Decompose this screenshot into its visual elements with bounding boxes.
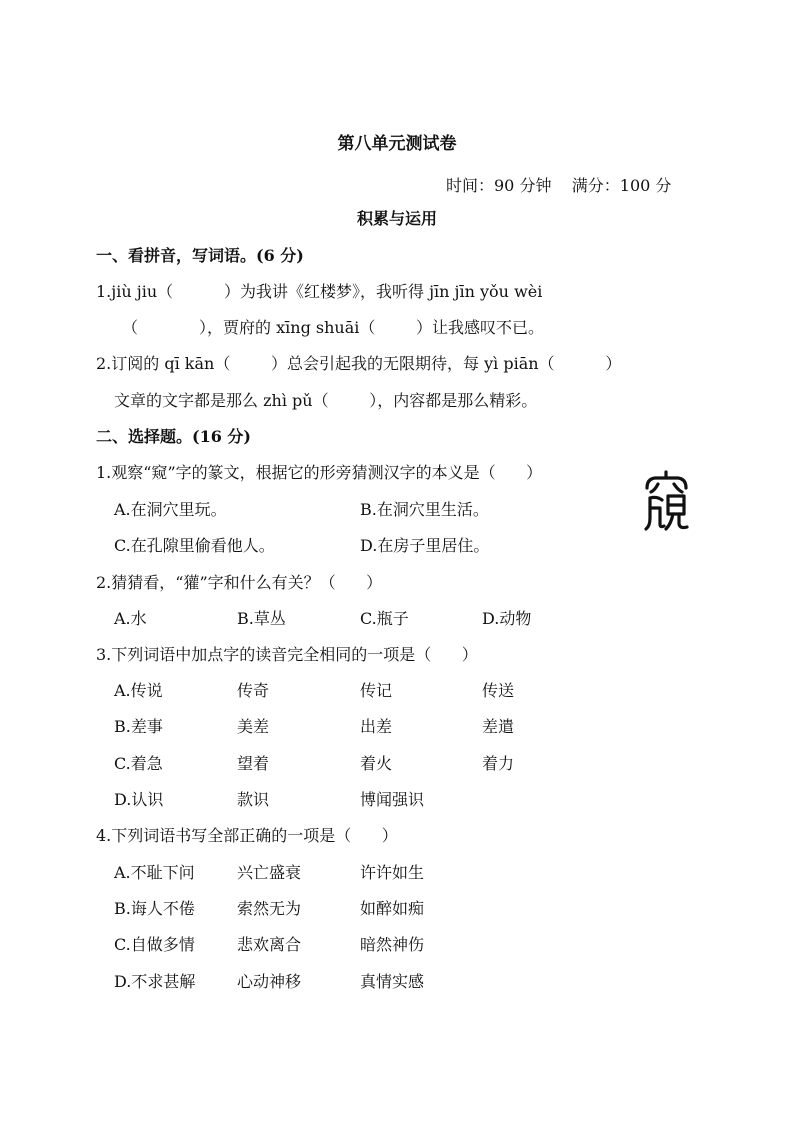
q3-stem: 3.下列词语中加点字的读音完全相同的一项是（ ）: [96, 645, 478, 664]
q2-option-d: D.动物: [482, 609, 532, 628]
q1-option-a: A.在洞穴里玩。: [114, 500, 227, 519]
q1-option-d: D.在房子里居住。: [360, 536, 490, 555]
q1-option-c: C.在孔隙里偷看他人。: [114, 536, 275, 555]
q3-a-3: 传记: [360, 681, 393, 700]
part1-q1-line1: 1.jiù jiu（ ）为我讲《红楼梦》，我听得 jīn jīn yǒu wèi: [96, 282, 543, 301]
q2-option-a: A.水: [114, 609, 147, 628]
exam-meta: 时间：90 分钟 满分：100 分: [446, 176, 672, 195]
part1-heading: 一、看拼音，写词语。(6 分): [96, 246, 304, 265]
q3-b-1: B.差事: [114, 717, 163, 736]
q3-b-3: 出差: [360, 717, 393, 736]
q4-d-3: 真情实感: [360, 972, 425, 991]
section-heading: 积累与运用: [356, 209, 437, 228]
q4-d-1: D.不求甚解: [114, 972, 196, 991]
title: 第八单元测试卷: [337, 134, 457, 154]
q4-b-3: 如醉如痴: [360, 899, 425, 918]
q3-b-2: 美差: [237, 717, 270, 736]
q3-a-1: A.传说: [114, 681, 163, 700]
q3-a-2: 传奇: [237, 681, 270, 700]
q3-b-4: 差遣: [482, 717, 515, 736]
q3-c-1: C.着急: [114, 754, 163, 773]
q3-a-4: 传送: [482, 681, 515, 700]
q4-c-1: C.自做多情: [114, 935, 195, 954]
q4-b-2: 索然无为: [237, 899, 302, 918]
q3-d-1: D.认识: [114, 790, 164, 809]
q1-stem: 1.观察“窥”字的篆文，根据它的形旁猜测汉字的本义是（ ）: [96, 463, 543, 482]
q4-a-3: 许许如生: [360, 863, 425, 882]
q4-b-1: B.诲人不倦: [114, 899, 195, 918]
part1-q1-line2: （ ），贾府的 xīng shuāi（ ）让我感叹不已。: [122, 318, 545, 337]
q4-c-3: 暗然神伤: [360, 935, 425, 954]
seal-script-kui-icon: [642, 468, 690, 532]
q2-stem: 2.猜猜看，“獾”字和什么有关？（ ）: [96, 573, 383, 592]
q2-option-b: B.草丛: [237, 609, 286, 628]
q4-c-2: 悲欢离合: [237, 935, 302, 954]
q3-c-2: 望着: [237, 754, 270, 773]
q4-a-2: 兴亡盛衰: [237, 863, 302, 882]
part1-q2-line1: 2.订阅的 qī kān（ ）总会引起我的无限期待，每 yì piān（ ）: [96, 354, 622, 373]
q3-c-3: 着火: [360, 754, 393, 773]
q1-option-b: B.在洞穴里生活。: [360, 500, 489, 519]
q4-stem: 4.下列词语书写全部正确的一项是（ ）: [96, 826, 398, 845]
part2-heading: 二、选择题。(16 分): [96, 427, 251, 446]
q3-d-3: 博闻强识: [360, 790, 425, 809]
q3-c-4: 着力: [482, 754, 515, 773]
part1-q2-line2: 文章的文字都是那么 zhì pǔ（ ），内容都是那么精彩。: [114, 391, 538, 410]
q4-a-1: A.不耻下问: [114, 863, 195, 882]
q3-d-2: 款识: [237, 790, 270, 809]
q2-option-c: C.瓶子: [360, 609, 409, 628]
q4-d-2: 心动神移: [237, 972, 302, 991]
